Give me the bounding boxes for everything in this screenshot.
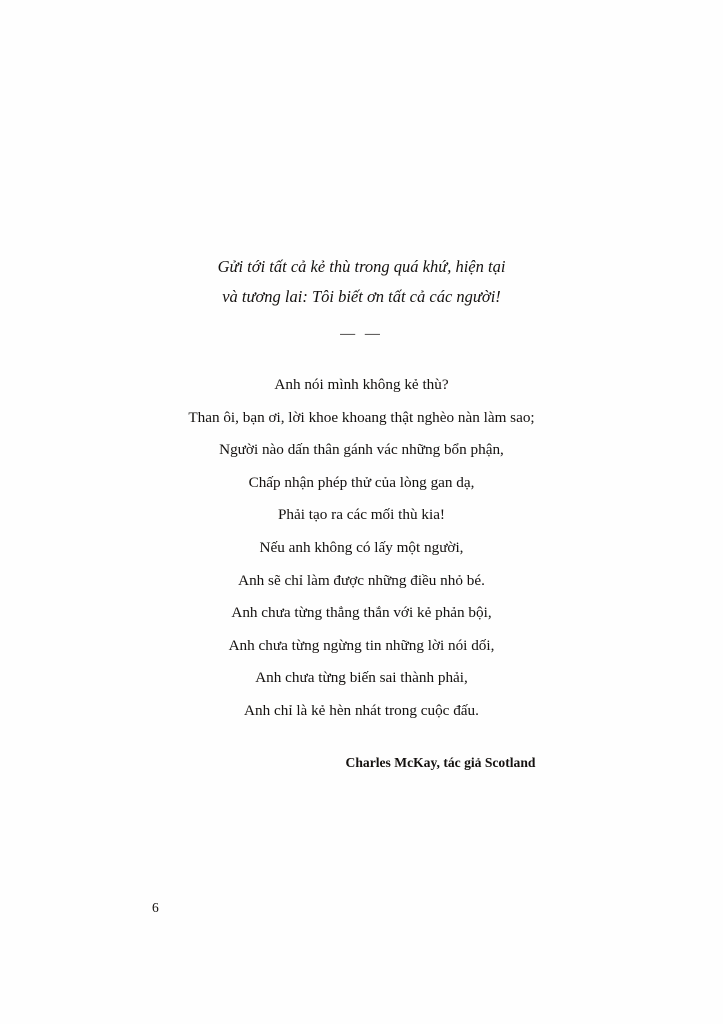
dedication-line: và tương lai: Tôi biết ơn tất cả các người!	[222, 287, 501, 306]
poem-line: Phải tạo ra các mối thù kia!	[277, 506, 445, 524]
poem-line: Than ôi, bạn ơi, lời khoe khoang thật nghèo nàn làm sao;	[188, 408, 535, 426]
poem-line: Anh chưa từng ngừng tin những lời nói dối,	[228, 636, 495, 654]
dedication-line: Gửi tới tất cả kẻ thù trong quá khứ, hiện tại	[217, 257, 506, 276]
poem-line: Nếu anh không có lấy một người,	[259, 538, 464, 556]
page-number: 6	[152, 900, 159, 915]
poem-line: Anh chỉ là kẻ hèn nhát trong cuộc đấu.	[244, 701, 479, 719]
poem-line: Anh sẽ chỉ làm được những điều nhỏ bé.	[238, 571, 485, 589]
poem-block	[0, 369, 723, 728]
poem-line: Chấp nhận phép thử của lòng gan dạ,	[248, 473, 475, 491]
section-divider: — —	[340, 326, 383, 342]
poem-line: Anh chưa từng thẳng thắn với kẻ phản bội,	[231, 604, 492, 622]
poem-line: Người nào dấn thân gánh vác những bổn phận,	[219, 441, 504, 459]
poem-line: Anh nói mình không kẻ thù?	[274, 376, 449, 393]
poem-line: Anh chưa từng biến sai thành phải,	[255, 669, 468, 687]
dedication-block	[147, 252, 577, 312]
poem-attribution: Charles McKay, tác giả Scotland	[345, 754, 536, 770]
page-content	[0, 252, 723, 771]
